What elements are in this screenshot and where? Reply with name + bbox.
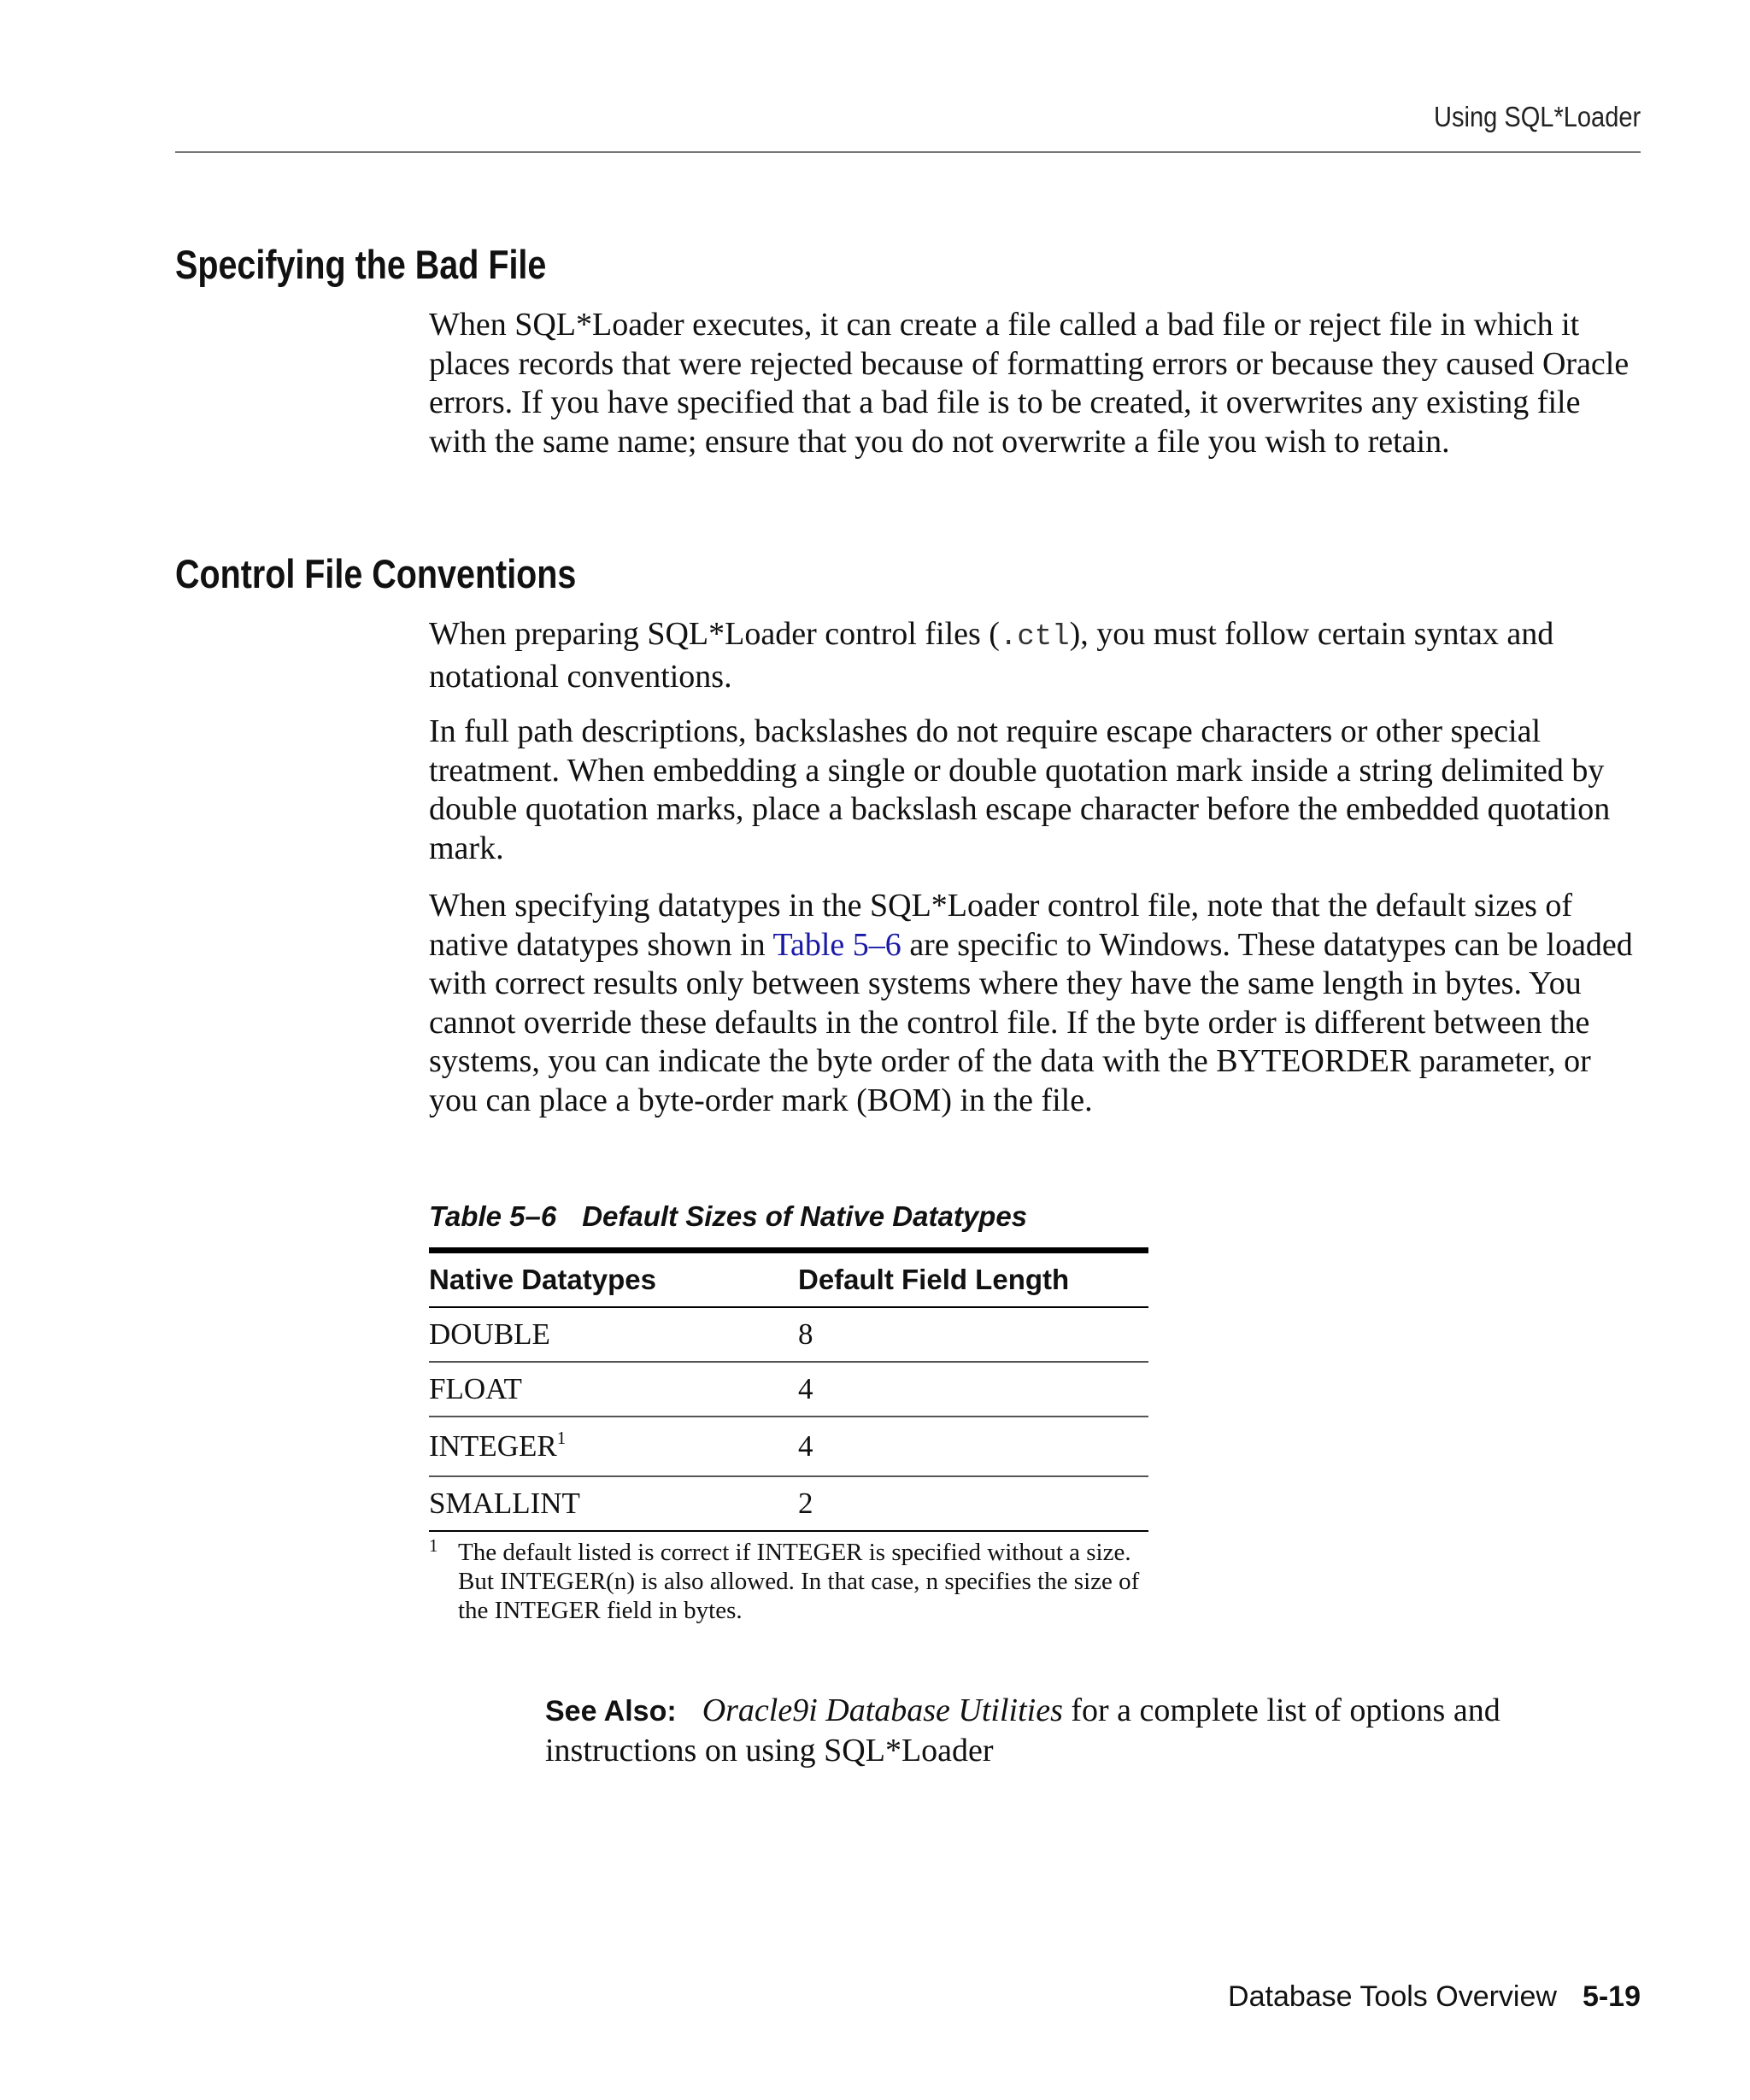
paragraph-path-escapes: In full path descriptions, backslashes do not require escape characters or other special treatment. When embedding a single or double quotation mark inside a string delimited by double quotation marks, place a backslash escape character before the embedded quotation mark. (429, 713, 1611, 866)
ctl-extension-code: .ctl (999, 621, 1070, 654)
table-row (429, 1476, 1148, 1531)
datatype-cell: DOUBLE (429, 1307, 798, 1362)
table-caption-title: Default Sizes of Native Datatypes (582, 1200, 1028, 1232)
page-footer (1228, 1980, 1641, 2014)
length-cell: 4 (798, 1417, 1148, 1476)
header-rule (175, 151, 1641, 153)
heading-bad-file: Specifying the Bad File (175, 242, 547, 287)
table-row (429, 1307, 1148, 1362)
datatype-cell: FLOAT (429, 1362, 798, 1417)
column-header-native-datatypes: Native Datatypes (429, 1251, 798, 1308)
table-caption (429, 1200, 1027, 1233)
table-footnote (429, 1535, 1155, 1625)
heading-control-file-conventions: Control File Conventions (175, 551, 577, 596)
footnote-reference[interactable]: 1 (556, 1428, 567, 1448)
table-header-row (429, 1251, 1148, 1308)
paragraph-conventions-intro: When preparing SQL*Loader control files (.ctl), you must follow certain syntax and notational conventions. (429, 616, 1554, 695)
table-5-6-link[interactable]: Table 5–6 (772, 926, 901, 963)
table-row (429, 1417, 1148, 1476)
paragraph-datatypes: When specifying datatypes in the SQL*Loader control file, note that the default sizes of native datatypes shown in Table 5–6 are specific to Windows. These datatypes can be loaded with correct results only between systems where they have the same length in bytes. You cannot override these defaults in the control file. If the byte order is different between the systems, you can indicate the byte order of the data with the BYTEORDER parameter, or you can place a byte-order mark (BOM) in the file. (429, 888, 1633, 1118)
length-cell: 2 (798, 1476, 1148, 1531)
footnote-mark: 1 (429, 1535, 438, 1556)
footer-chapter-title: Database Tools Overview (1228, 1980, 1557, 2013)
see-also-book-title: Oracle9i Database Utilities (702, 1692, 1063, 1728)
table-caption-number: Table 5–6 (429, 1200, 557, 1232)
page-number: 5-19 (1582, 1980, 1641, 2013)
native-datatypes-table (429, 1247, 1148, 1532)
footnote-text: The default listed is correct if INTEGER is specified without a size. But INTEGER(n) is also allowed. In that case, n specifies the size of the INTEGER field in bytes. (458, 1539, 1140, 1624)
paragraph-bad-file: When SQL*Loader executes, it can create a file called a bad file or reject file in which it places records that were rejected because of formatting errors or because they caused Oracle errors. If you have specified that a bad file is to be created, it overwrites any existing file with the same name; ensure that you do not overwrite a file you wish to retain. (429, 307, 1630, 460)
length-cell: 8 (798, 1307, 1148, 1362)
column-header-default-field-length: Default Field Length (798, 1251, 1148, 1308)
datatype-cell: INTEGER$^1$ (429, 1417, 798, 1476)
see-also-text: for a complete list of options and instructions on using SQL*Loader (545, 1692, 1500, 1769)
see-also-note (545, 1692, 1528, 1770)
table-row (429, 1362, 1148, 1417)
length-cell: 4 (798, 1362, 1148, 1417)
datatype-cell: SMALLINT (429, 1476, 798, 1531)
see-also-label: See Also: (545, 1695, 677, 1728)
running-header: Using SQL*Loader (1433, 101, 1641, 132)
